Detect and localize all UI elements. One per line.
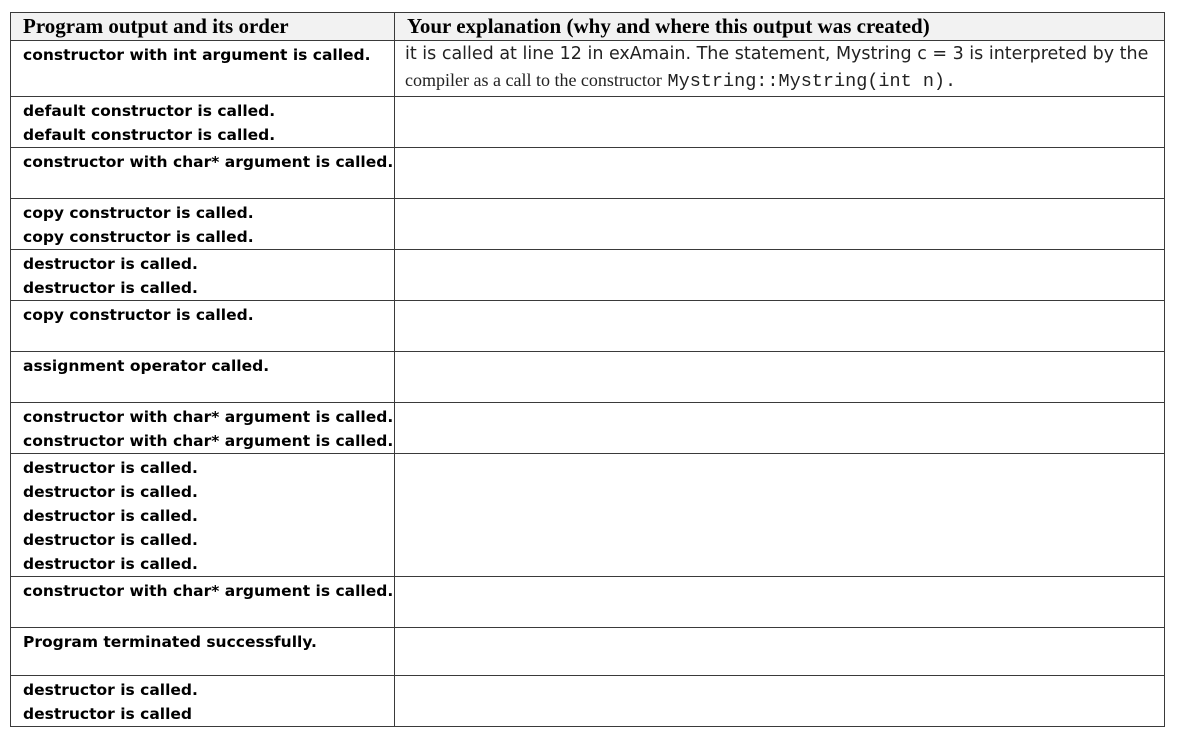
output-cell [11, 676, 395, 727]
table-row [11, 577, 1165, 628]
explanation-cell[interactable] [395, 148, 1165, 199]
output-cell [11, 454, 395, 577]
explanation-cell[interactable] [395, 250, 1165, 301]
output-line: destructor is called. [23, 255, 198, 273]
output-cell [11, 352, 395, 403]
output-line: destructor is called. [23, 507, 198, 525]
table-row [11, 403, 1165, 454]
output-line: destructor is called [23, 705, 193, 723]
output-cell [11, 97, 395, 148]
explanation-cell[interactable] [395, 97, 1165, 148]
output-cell [11, 628, 395, 676]
table-row [11, 199, 1165, 250]
output-explanation-table-container [10, 12, 1164, 727]
explanation-cell[interactable] [395, 352, 1165, 403]
output-line: destructor is called. [23, 483, 198, 501]
output-cell [11, 577, 395, 628]
output-cell [11, 301, 395, 352]
output-line: Program terminated successfully. [23, 633, 317, 651]
explanation-column-header: Your explanation (why and where this output was created) [395, 13, 1165, 41]
output-line: constructor with char* argument is called. [23, 582, 394, 600]
output-cell [11, 41, 395, 97]
table-row [11, 454, 1165, 577]
explanation-cell[interactable] [395, 577, 1165, 628]
table-row [11, 628, 1165, 676]
output-line: default constructor is called. [23, 126, 276, 144]
output-line: constructor with int argument is called. [23, 46, 371, 64]
explanation-cell [395, 41, 1165, 97]
output-line: destructor is called. [23, 279, 198, 297]
explanation-cell[interactable] [395, 403, 1165, 454]
output-line: constructor with char* argument is called. [23, 432, 394, 450]
output-explanation-table [10, 12, 1165, 727]
output-cell [11, 199, 395, 250]
output-line: destructor is called. [23, 531, 198, 549]
table-row [11, 301, 1165, 352]
table-row [11, 97, 1165, 148]
table-row [11, 41, 1165, 97]
output-line: default constructor is called. [23, 102, 276, 120]
table-row [11, 250, 1165, 301]
output-column-header: Program output and its order [11, 13, 395, 41]
output-cell [11, 403, 395, 454]
explanation-cell[interactable] [395, 676, 1165, 727]
explanation-cell[interactable] [395, 454, 1165, 577]
output-line: destructor is called. [23, 555, 198, 573]
constructor-code: Mystring::Mystring(int n). [667, 71, 957, 92]
output-line: copy constructor is called. [23, 306, 254, 324]
table-row [11, 148, 1165, 199]
explanation-cell[interactable] [395, 199, 1165, 250]
explanation-line: it is called at line 12 in exAmain. The statement, Mystring c = 3 is interpreted by the [405, 44, 1149, 64]
output-line: constructor with char* argument is called. [23, 408, 394, 426]
output-line: copy constructor is called. [23, 204, 254, 222]
explanation-line [405, 67, 1164, 95]
output-line: destructor is called. [23, 681, 198, 699]
output-line: assignment operator called. [23, 357, 270, 375]
output-line: constructor with char* argument is called. [23, 153, 394, 171]
output-line: destructor is called. [23, 459, 198, 477]
table-row [11, 676, 1165, 727]
explanation-text: compiler as a call to the constructor [405, 70, 662, 90]
explanation-cell[interactable] [395, 628, 1165, 676]
output-cell [11, 148, 395, 199]
output-cell [11, 250, 395, 301]
table-header-row [11, 13, 1165, 41]
explanation-cell[interactable] [395, 301, 1165, 352]
table-row [11, 352, 1165, 403]
output-line: copy constructor is called. [23, 228, 254, 246]
